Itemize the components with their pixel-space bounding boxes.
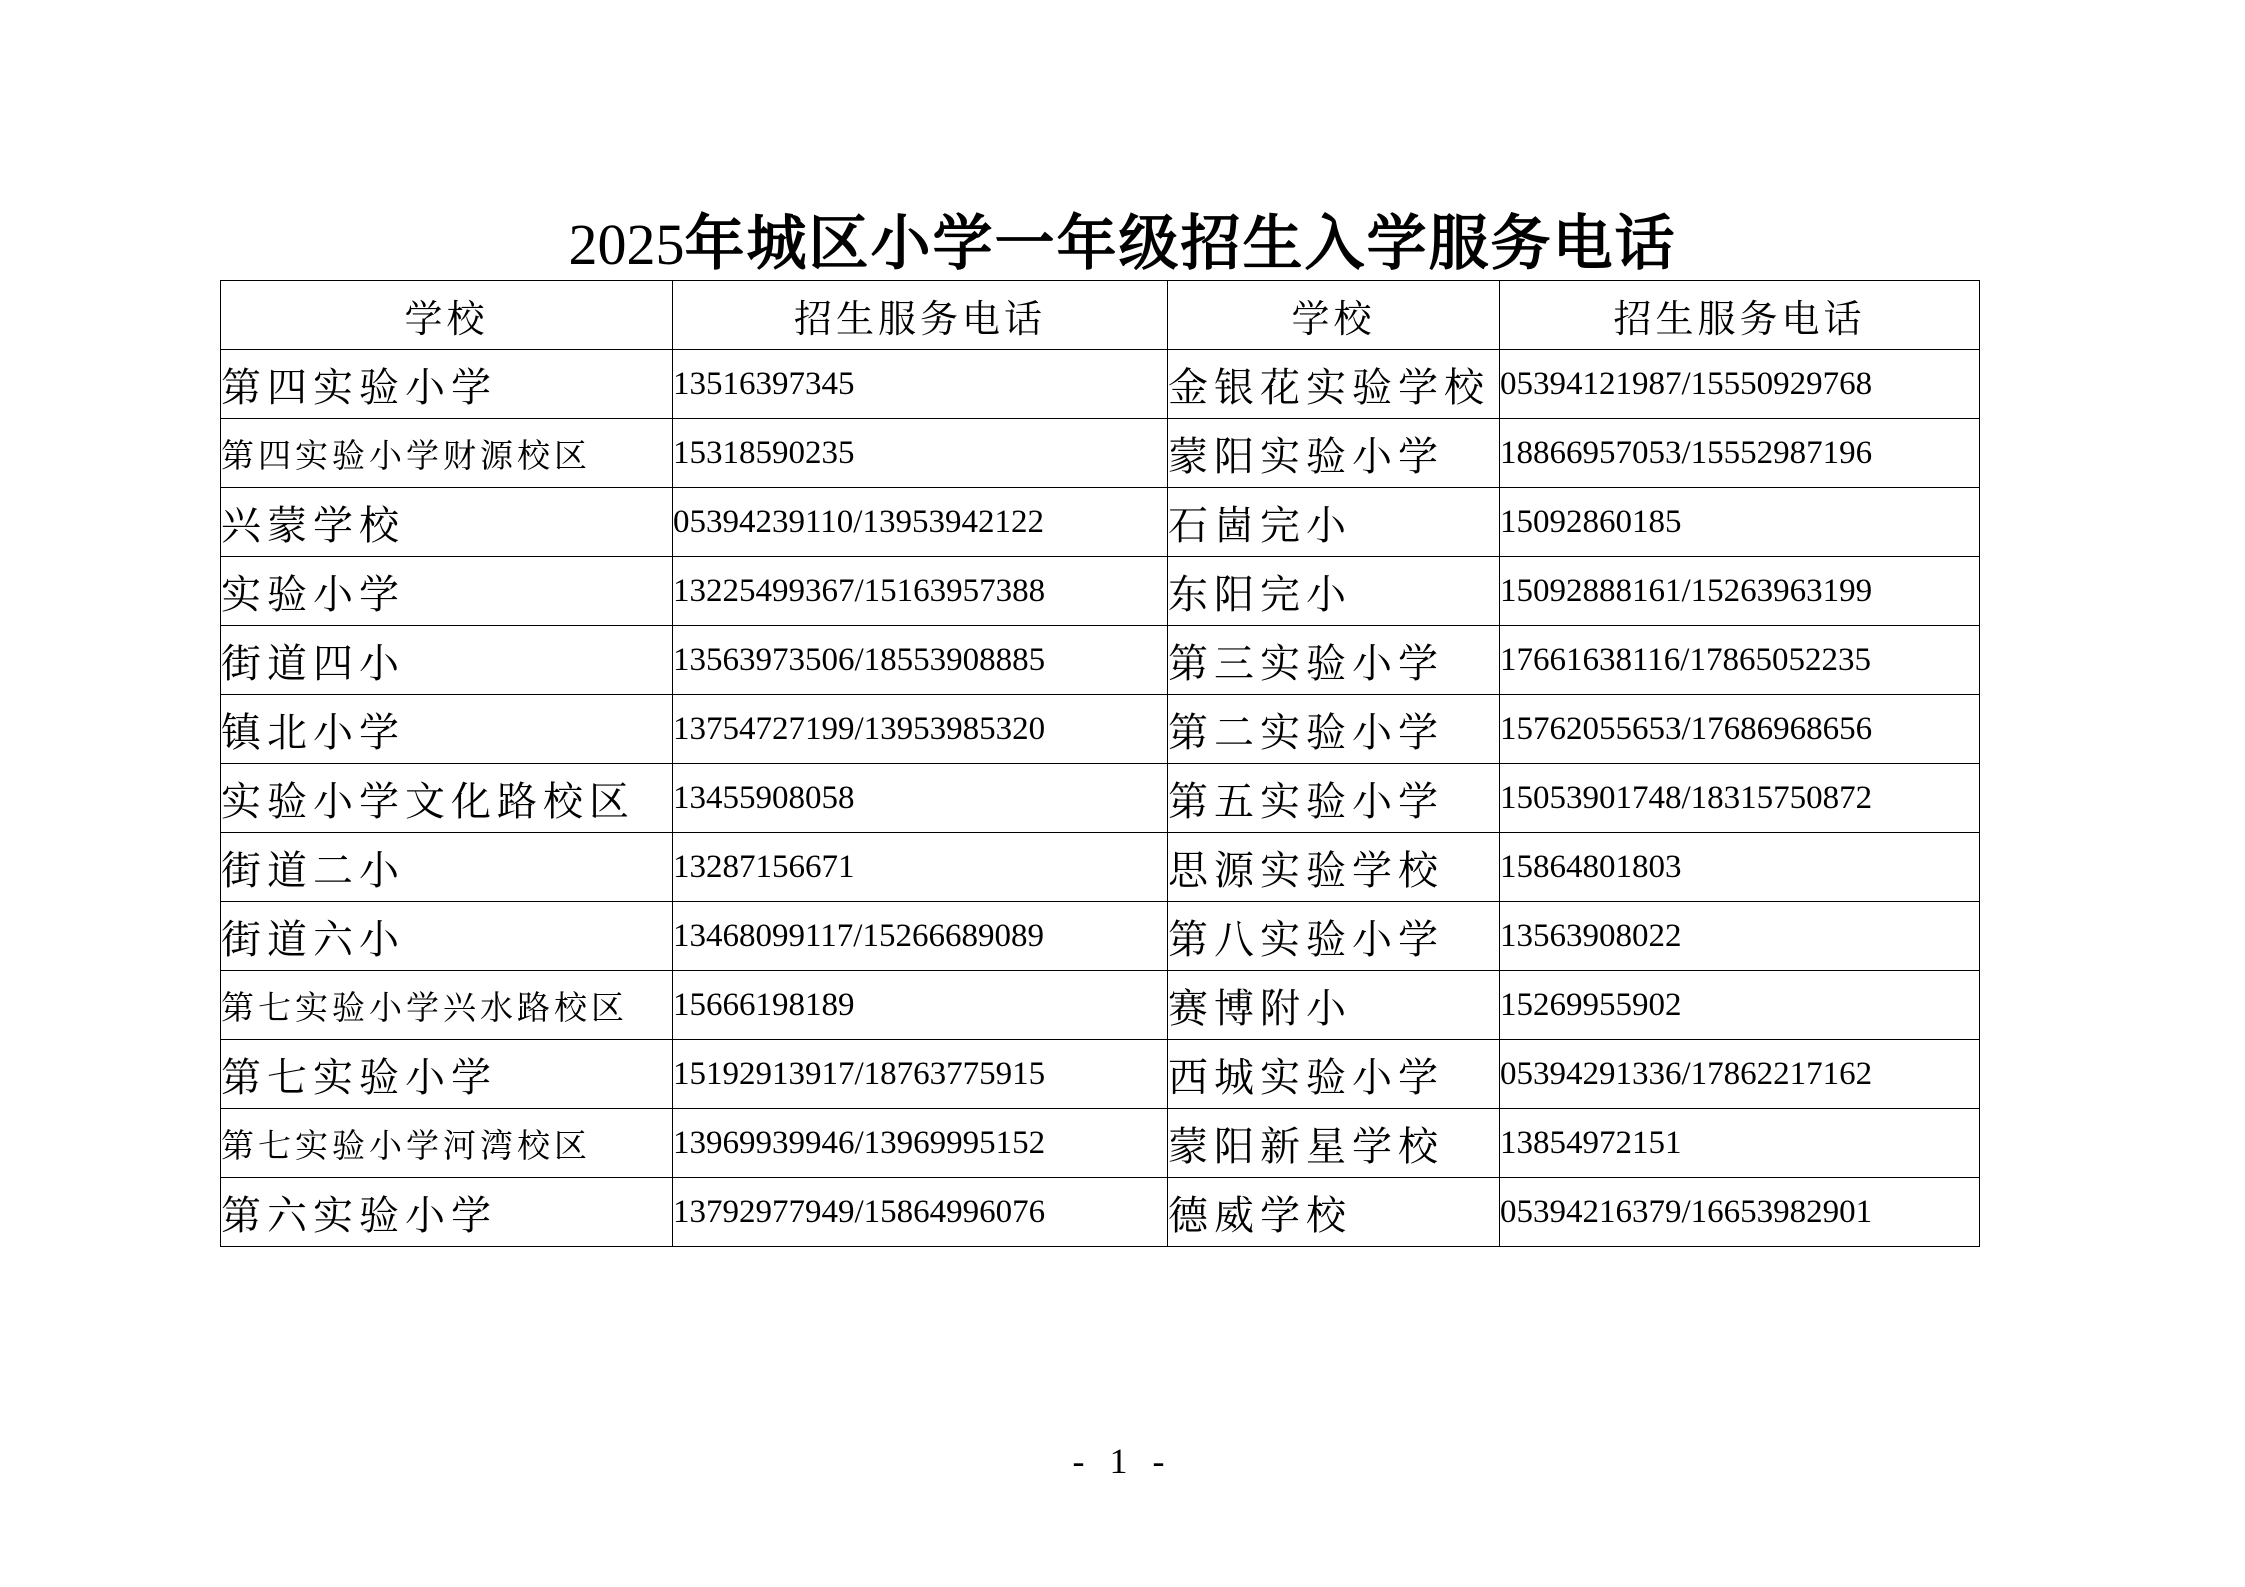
right-phone-cell: 18866957053/15552987196 — [1500, 419, 1980, 488]
header-phone-right: 招生服务电话 — [1500, 281, 1980, 350]
table-row — [221, 971, 1980, 1040]
left-school-cell: 第六实验小学 — [221, 1178, 673, 1247]
header-school-right: 学校 — [1168, 281, 1500, 350]
right-school-cell: 第五实验小学 — [1168, 764, 1500, 833]
left-phone-cell: 13754727199/13953985320 — [673, 695, 1168, 764]
left-phone-cell: 13468099117/15266689089 — [673, 902, 1168, 971]
table-row — [221, 1040, 1980, 1109]
right-school-cell: 东阳完小 — [1168, 557, 1500, 626]
right-school-cell: 德威学校 — [1168, 1178, 1500, 1247]
right-school-cell: 思源实验学校 — [1168, 833, 1500, 902]
phone-table — [220, 280, 1980, 1247]
left-school-cell: 第四实验小学 — [221, 350, 673, 419]
left-phone-cell: 13969939946/13969995152 — [673, 1109, 1168, 1178]
table-row — [221, 764, 1980, 833]
left-phone-cell: 13225499367/15163957388 — [673, 557, 1168, 626]
right-phone-cell: 15864801803 — [1500, 833, 1980, 902]
left-phone-cell: 15318590235 — [673, 419, 1168, 488]
right-phone-cell: 13563908022 — [1500, 902, 1980, 971]
left-school-cell: 镇北小学 — [221, 695, 673, 764]
left-school-cell: 实验小学 — [221, 557, 673, 626]
table-row — [221, 419, 1980, 488]
left-school-cell: 兴蒙学校 — [221, 488, 673, 557]
right-school-cell: 第三实验小学 — [1168, 626, 1500, 695]
page-title — [0, 208, 2245, 281]
header-phone-left: 招生服务电话 — [673, 281, 1168, 350]
title-text: 年城区小学一年级招生入学服务电话 — [684, 209, 1677, 279]
left-school-cell: 街道二小 — [221, 833, 673, 902]
right-phone-cell: 15762055653/17686968656 — [1500, 695, 1980, 764]
left-school-cell: 第四实验小学财源校区 — [221, 419, 673, 488]
right-school-cell: 第二实验小学 — [1168, 695, 1500, 764]
left-phone-cell: 13563973506/18553908885 — [673, 626, 1168, 695]
right-phone-cell: 15269955902 — [1500, 971, 1980, 1040]
left-school-cell: 第七实验小学河湾校区 — [221, 1109, 673, 1178]
right-school-cell: 赛博附小 — [1168, 971, 1500, 1040]
title-year: 2025 — [568, 212, 685, 277]
right-school-cell: 西城实验小学 — [1168, 1040, 1500, 1109]
page-number: - 1 - — [1072, 1441, 1173, 1481]
right-phone-cell: 15053901748/18315750872 — [1500, 764, 1980, 833]
table-row — [221, 902, 1980, 971]
right-phone-cell: 05394121987/15550929768 — [1500, 350, 1980, 419]
table-row — [221, 626, 1980, 695]
left-school-cell: 实验小学文化路校区 — [221, 764, 673, 833]
table-row — [221, 488, 1980, 557]
left-school-cell: 街道四小 — [221, 626, 673, 695]
left-phone-cell: 15192913917/18763775915 — [673, 1040, 1168, 1109]
table-row — [221, 557, 1980, 626]
right-phone-cell: 05394291336/17862217162 — [1500, 1040, 1980, 1109]
header-school-left: 学校 — [221, 281, 673, 350]
right-phone-cell: 15092860185 — [1500, 488, 1980, 557]
left-phone-cell: 13287156671 — [673, 833, 1168, 902]
right-school-cell: 金银花实验学校 — [1168, 350, 1500, 419]
left-school-cell: 街道六小 — [221, 902, 673, 971]
left-phone-cell: 13516397345 — [673, 350, 1168, 419]
table-row — [221, 350, 1980, 419]
table-row — [221, 1109, 1980, 1178]
left-school-cell: 第七实验小学 — [221, 1040, 673, 1109]
right-phone-cell: 05394216379/16653982901 — [1500, 1178, 1980, 1247]
table-row — [221, 695, 1980, 764]
left-phone-cell: 13792977949/15864996076 — [673, 1178, 1168, 1247]
right-phone-cell: 15092888161/15263963199 — [1500, 557, 1980, 626]
left-phone-cell: 13455908058 — [673, 764, 1168, 833]
right-school-cell: 石崮完小 — [1168, 488, 1500, 557]
right-school-cell: 第八实验小学 — [1168, 902, 1500, 971]
table-row — [221, 833, 1980, 902]
left-phone-cell: 15666198189 — [673, 971, 1168, 1040]
left-school-cell: 第七实验小学兴水路校区 — [221, 971, 673, 1040]
right-phone-cell: 13854972151 — [1500, 1109, 1980, 1178]
table-row — [221, 1178, 1980, 1247]
table-header-row — [221, 281, 1980, 350]
right-phone-cell: 17661638116/17865052235 — [1500, 626, 1980, 695]
right-school-cell: 蒙阳实验小学 — [1168, 419, 1500, 488]
right-school-cell: 蒙阳新星学校 — [1168, 1109, 1500, 1178]
left-phone-cell: 05394239110/13953942122 — [673, 488, 1168, 557]
